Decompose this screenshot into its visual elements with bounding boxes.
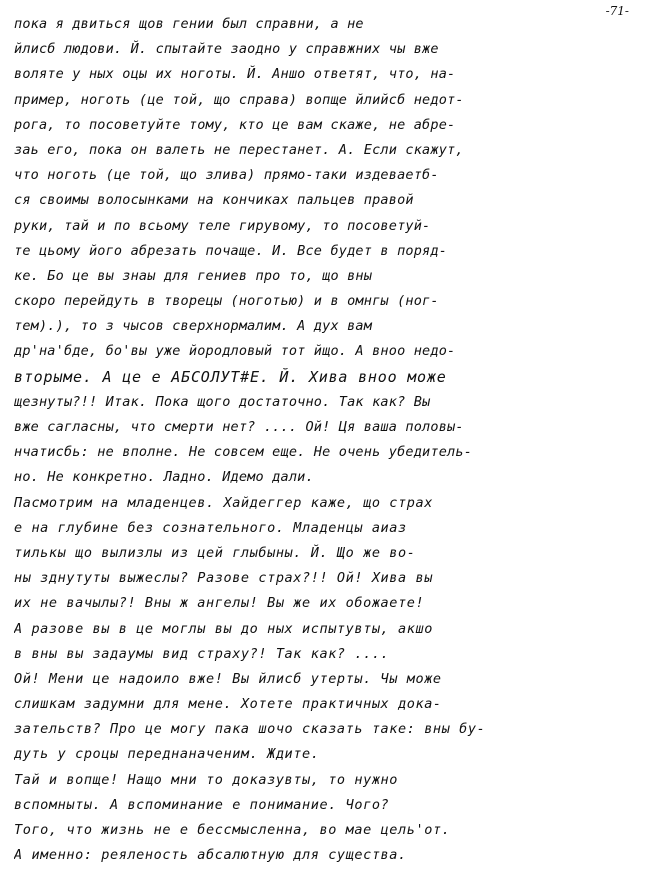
text-line: но. Не конкретно. Ладно. Идемо дали. xyxy=(14,469,314,486)
text-line: заь его, пока он валеть не перестанет. А. Если скажут, xyxy=(14,141,464,158)
text-line: нчатисбь: не вполне. Не совсем еще. Не очень убедитель- xyxy=(14,444,473,461)
text-line: руки, тай и по всьому теле гирувому, то посоветуй- xyxy=(14,217,431,234)
text-line: Пасмотрим на младенцев. Хайдеггер каже, що страх xyxy=(14,494,433,511)
text-line: в вны вы задаумы вид страху?! Так как? .... xyxy=(14,645,390,662)
text-line: пока я двиться щов гении был справни, а не xyxy=(14,16,364,32)
text-line: их не вачылы?! Вны ж ангелы! Вы же их обожаете! xyxy=(14,595,425,612)
text-line: скоро перейдуть в творецы (ноготью) и в омнгы (ног- xyxy=(14,293,439,310)
text-line: ны зднутуты выжеслы? Разове страх?!! Ой! Хива вы xyxy=(14,570,433,587)
text-line: Ой! Мени це надоило вже! Вы йлисб утерты. Чы може xyxy=(14,670,442,687)
text-line: рога, то посоветуйте тому, кто це вам скаже, не абре- xyxy=(14,116,456,133)
page-number: -71- xyxy=(605,4,629,18)
text-line: вторыме. А це е АБСОЛУТ#Е. Й. Хива вноо може xyxy=(14,367,447,386)
text-line: др'на'бде, бо'вы уже йородловый тот йщо. А вноо недо- xyxy=(14,343,456,360)
text-line: ке. Бо це вы знаы для гениев про то, що вны xyxy=(14,267,373,284)
text-line: зательств? Про це могу пака шочо сказать таке: вны бу- xyxy=(14,721,486,738)
text-line: что ноготь (це той, що злива) прямо-таки издеваетб- xyxy=(14,167,439,184)
text-line: тем).), то з чысов сверхнормалим. А дух вам xyxy=(14,318,373,335)
text-line: ся своимы волосынками на кончиках пальцев правой xyxy=(14,192,414,209)
text-line: слишкам задумни для мене. Хотете практичных дока- xyxy=(14,696,442,713)
text-line: е на глубине без сознательного. Младенцы аиаз xyxy=(14,519,407,536)
text-line: тилькы що вылизлы из цей глыбыны. Й. Що же во- xyxy=(14,544,416,561)
text-line: Того, что жизнь не е бессмысленна, во мае цель'от. xyxy=(14,822,451,838)
text-line: Тай и вопще! Нащо мни то доказувты, то нужно xyxy=(14,771,399,788)
text-line: вспомныты. А вспоминание е понимание. Чого? xyxy=(14,796,390,813)
text-line: йлисб людови. Й. спытайте заодно у справжних чы вже xyxy=(14,41,439,58)
text-line: дуть у сроцы переднаначеним. Ждите. xyxy=(14,746,320,763)
text-line: воляте у ных оцы их ноготы. Й. Аншо ответят, что, на- xyxy=(14,66,456,83)
text-line: щезнуты?!! Итак. Пока щого достаточно. Так как? Вы xyxy=(14,393,431,410)
handwritten-text xyxy=(14,12,634,868)
text-line: те цьому його абрезать почаще. И. Все будет в поряд- xyxy=(14,242,448,259)
text-line: А именно: реяленость абсалютную для существа. xyxy=(14,847,407,864)
text-line: вже сагласны, что смерти нет? .... Ой! Ця ваша половы- xyxy=(14,419,464,435)
text-line: пример, ноготь (це той, що справа) вопще йлийсб недот- xyxy=(14,91,464,108)
text-line: А разове вы в це моглы вы до ных испытувты, акшо xyxy=(14,620,433,637)
